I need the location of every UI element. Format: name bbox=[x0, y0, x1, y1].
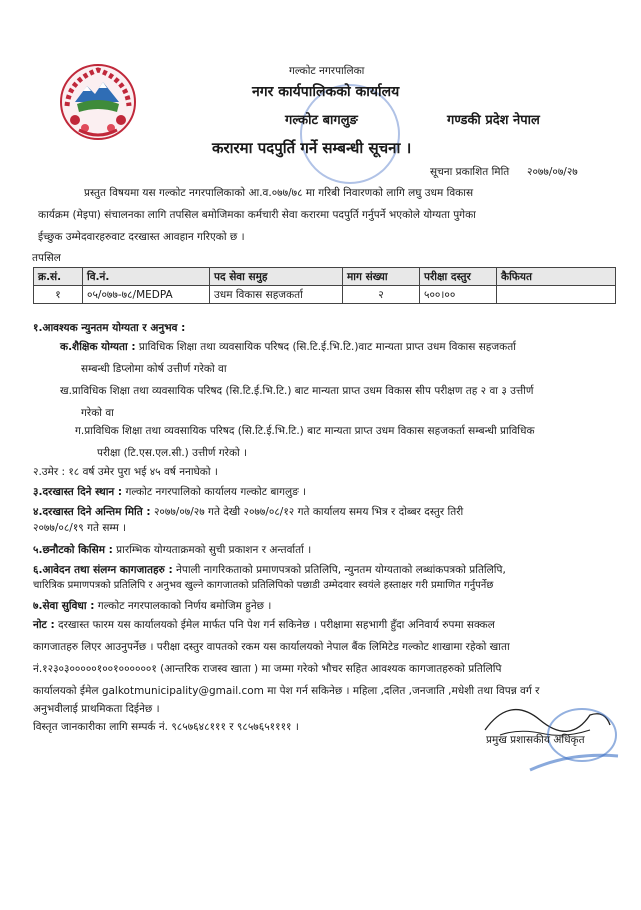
benefits-label: ७.सेवा सुविधा : bbox=[33, 600, 95, 612]
note-text: दरखास्त फारम यस कार्यालयको ईमेल मार्फत पनि पेश गर्न सकिनेछ । परीक्षामा सहभागी हुँदा अनिवार्य रुपमा सक्कल bbox=[58, 619, 495, 631]
contact-numbers: ९८५७६४८१११ र ९८५७६५११११ । bbox=[171, 721, 299, 733]
cell-position: उधम विकास सहजकर्ता bbox=[210, 286, 343, 304]
header-remarks: कैफियत bbox=[497, 268, 616, 286]
qualification-a bbox=[60, 340, 516, 354]
benefits-text: गल्कोट नगरपालकाको निर्णय बमोजिम हुनेछ । bbox=[97, 600, 272, 612]
deadline-cont: २०७७/०८/१९ गते सम्म । bbox=[33, 522, 127, 534]
documents bbox=[33, 563, 506, 577]
cell-serial: १ bbox=[34, 286, 83, 304]
office-location: गल्कोट बागलुङ bbox=[285, 113, 358, 128]
municipality-name: गल्कोट नगरपालिका bbox=[289, 65, 365, 77]
cell-demand: २ bbox=[343, 286, 420, 304]
table-caption: तपसिल bbox=[32, 252, 61, 264]
documents-text: नेपाली नागरिकताको प्रमाणपत्रको प्रतिलिपि, न्युनतम योग्यताको लब्धांकपत्रको प्रतिलिपि, bbox=[176, 564, 506, 576]
note-line-5: अनुभवीलाई प्राथमिकता दिईनेछ । bbox=[33, 703, 160, 715]
signatory-role: प्रमुख प्रशासकीय अधिकृत bbox=[486, 734, 585, 746]
documents-cont: चारित्रिक प्रमाणपत्रको प्रतिलिपि र अनुभव खुल्ने कागजातको प्रतिलिपिको पछाडी उम्मेदवार स्वयंले हस्ताक्षर गरी प्रमाणित गर्नुपर्नेछ bbox=[33, 580, 494, 591]
contact bbox=[33, 720, 299, 734]
header-position: पद सेवा समुह bbox=[210, 268, 343, 286]
note-label: नोट : bbox=[33, 619, 55, 631]
qualification-a-text: प्राविधिक शिक्षा तथा व्यवसायिक परिषद (सि.टि.ई.भि.टि.)वाट मान्यता प्राप्त उधम विकास सहजकर्ता bbox=[138, 341, 516, 353]
application-place-label: ३.दरखास्त दिने स्थान : bbox=[33, 486, 123, 498]
vacancy-table bbox=[33, 267, 616, 304]
province-name: गण्डकी प्रदेश नेपाल bbox=[447, 113, 540, 128]
qualification-a-label: क.शैक्षिक योग्यता : bbox=[60, 341, 136, 353]
cell-ad-number: ०५/०७७-७८/MEDPA bbox=[83, 286, 210, 304]
selection-method-label: ५.छनौटको किसिम : bbox=[33, 544, 113, 556]
note-line-3: नं.१२३०३०००००१००१००००००१ (आन्तरिक राजस्व खाता ) मा जम्मा गरेको भौचर सहित आवश्यक कागजातहरुको प्रतिलिपि bbox=[33, 663, 502, 675]
note-line-4: कार्यालयको ईमेल galkotmunicipality@gmail.com मा पेश गर्न सकिनेछ । महिला ,दलित ,जनजाति ,मधेशी तथा विपन्न वर्ग र bbox=[33, 685, 540, 697]
contact-label: विस्तृत जानकारीका लागि सम्पर्क नं. bbox=[33, 721, 168, 733]
qualification-title: १.आवश्यक न्युनतम योग्यता र अनुभव : bbox=[33, 322, 186, 334]
cell-exam-fee: ५००।०० bbox=[420, 286, 497, 304]
selection-method bbox=[33, 543, 311, 557]
qualification-b-cont: गरेको वा bbox=[81, 407, 114, 419]
application-place-text: गल्कोट नगरपालिको कार्यालय गल्कोट बागलुङ । bbox=[125, 486, 307, 498]
header-exam-fee: परीक्षा दस्तुर bbox=[420, 268, 497, 286]
qualification-a-cont: सम्बन्धी डिप्लोमा कोर्ष उत्तीर्ण गरेको वा bbox=[81, 363, 227, 375]
nepal-emblem-icon bbox=[57, 62, 139, 142]
documents-label: ६.आवेदन तथा संलग्न कागजातहरु : bbox=[33, 564, 173, 576]
header-ad-number: वि.नं. bbox=[83, 268, 210, 286]
published-label: सूचना प्रकाशित मिति bbox=[430, 166, 510, 178]
qualification-c: ग.प्राविधिक शिक्षा तथा व्यवसायिक परिषद (सि.टि.ई.भि.टि.) बाट मान्यता प्राप्त उधम विकास सहजकर्ता सम्बन्धी प्राविधिक bbox=[75, 425, 535, 437]
age-requirement: २.उमेर : १८ वर्ष उमेर पुरा भई ४५ वर्ष ननाघेको । bbox=[33, 466, 218, 478]
intro-line-1: प्रस्तुत विषयमा यस गल्कोट नगरपालिकाको आ.व.०७७/७८ मा गरिबी निवारणको लागि लघु उधम विकास bbox=[84, 187, 474, 199]
qualification-b: ख.प्राविधिक शिक्षा तथा व्यवसायिक परिषद (सि.टि.ई.भि.टि.) बाट मान्यता प्राप्त उधम विकास सीप परीक्षण तह २ वा ३ उत्तीर्ण bbox=[60, 385, 534, 397]
intro-line-2: कार्यक्रम (मेइपा) संचालनका लागि तपसिल बमोजिमका कर्मचारी सेवा करारमा पदपुर्ति गर्नुपर्ने भएकोले योग्यता पुगेका bbox=[38, 209, 476, 221]
header-serial: क्र.सं. bbox=[34, 268, 83, 286]
note bbox=[33, 618, 495, 632]
benefits bbox=[33, 599, 271, 613]
note-line-2: कागजातहरु लिएर आउनुपर्नेछ । परीक्षा दस्तुर वापतको रकम यस कार्यालयको नेपाल बैंक लिमिटेड गल्कोट शाखामा रहेको खाता bbox=[33, 641, 510, 653]
deadline bbox=[33, 505, 463, 519]
cell-remarks bbox=[497, 286, 616, 304]
qualification-c-cont: परीक्षा (टि.एस.एल.सी.) उत्तीर्ण गरेको । bbox=[97, 447, 248, 459]
deadline-label: ४.दरखास्त दिने अन्तिम मिति : bbox=[33, 506, 151, 518]
selection-method-text: प्रारम्भिक योग्यताक्रमको सुची प्रकाशन र अन्तर्वार्ता । bbox=[116, 544, 312, 556]
application-place bbox=[33, 485, 306, 499]
deadline-text: २०७७/०७/२७ गते देखी २०७७/०८/१२ गते कार्यालय समय भित्र र दोब्बर दस्तुर तिरी bbox=[153, 506, 464, 518]
office-name: नगर कार्यपालिकको कार्यालय bbox=[252, 84, 400, 100]
table-header-row bbox=[34, 268, 616, 286]
notice-title: करारमा पदपुर्ति गर्ने सम्बन्धी सूचना । bbox=[212, 139, 412, 157]
table-row bbox=[34, 286, 616, 304]
intro-line-3: ईच्छुक उम्मेदवारहरुवाट दरखास्त आवहान गरिएको छ । bbox=[38, 231, 245, 243]
header-demand: माग संख्या bbox=[343, 268, 420, 286]
published-date: २०७७/०७/२७ bbox=[527, 166, 578, 178]
